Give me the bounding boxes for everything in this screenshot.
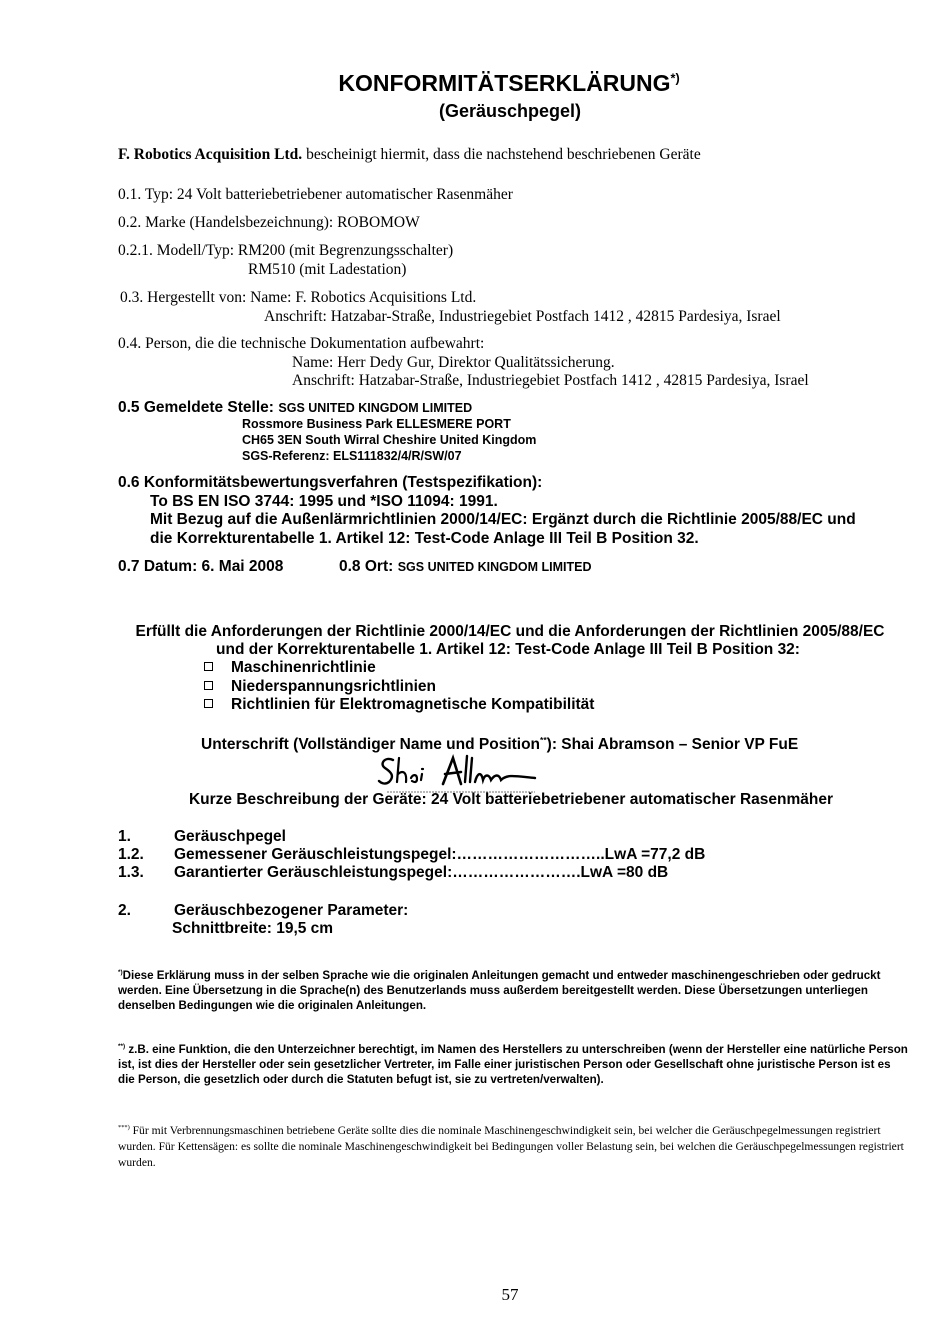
footnote-3 bbox=[118, 1123, 908, 1171]
requirement-item bbox=[204, 696, 594, 714]
ort-label: 0.8 Ort: bbox=[339, 558, 394, 575]
item-modell-1: 0.2.1. Modell/Typ: RM200 (mit Begrenzungsschalter) bbox=[118, 242, 454, 259]
param-number: 1. bbox=[118, 828, 131, 845]
title-footnote-mark: *) bbox=[670, 71, 680, 86]
item-person-anschrift: Anschrift: Hatzabar-Straße, Industriegebiet Postfach 1412 , 42815 Pardesiya, Israel bbox=[292, 372, 809, 389]
page-number: 57 bbox=[501, 1285, 519, 1304]
item-person: 0.4. Person, die die technische Dokumentation aufbewahrt: bbox=[118, 335, 485, 352]
footnote-mark: ***) bbox=[118, 1124, 130, 1132]
requirement-label: Maschinenrichtlinie bbox=[231, 659, 376, 676]
guaranteed-sound-level: Garantierter Geräuschleistungspegel:…………………….LwA =80 dB bbox=[174, 864, 669, 881]
checkbox-icon bbox=[204, 662, 213, 671]
signature-name-position: ): Shai Abramson – Senior VP FuE bbox=[546, 736, 799, 753]
signature-label: Unterschrift (Vollständiger Name und Position bbox=[201, 736, 541, 753]
param-number: 1.3. bbox=[118, 864, 144, 881]
footnote-text: Für mit Verbrennungsmaschinen betriebene Geräte sollte dies die nominale Maschinengeschwindigkeit sein, bei welcher die Geräuschpegelmessungen registriert wurden. Für Kettensägen: es sollte die nominale Maschinengeschwindigkeit bei Bedingungen voller Belastung sein, bei welchen die Geräuschpegelmessungen registriert wurden. bbox=[118, 1124, 904, 1169]
param-label: Geräuschbezogener Parameter: bbox=[174, 902, 409, 919]
requirement-label: Niederspannungsrichtlinien bbox=[231, 678, 436, 695]
param-number: 1.2. bbox=[118, 846, 144, 863]
checkbox-icon bbox=[204, 699, 213, 708]
verfahren-line-2: Mit Bezug auf die Außenlärmrichtlinien 2000/14/EC: Ergänzt durch die Richtlinie 2005/88/EC und bbox=[150, 511, 856, 528]
item-modell-2: RM510 (mit Ladestation) bbox=[248, 261, 407, 278]
checkbox-icon bbox=[204, 681, 213, 690]
footnote-text: z.B. eine Funktion, die den Unterzeichner berechtigt, im Namen des Herstellers zu unterschreiben (wenn der Hersteller eine natürliche Person ist, ist dies der Hersteller oder sein gesetzlicher Vertreter, im Falle einer juristischen Person oder Gesellschaft ohne juristische Person ist es die Person, die gesetzlich oder durch die Statuten befugt ist, sie zu vertreten/verwalten). bbox=[118, 1043, 908, 1086]
intro-text: bescheinigt hiermit, dass die nachstehend beschriebenen Geräte bbox=[306, 146, 701, 163]
verfahren-line-1: To BS EN ISO 3744: 1995 und *ISO 11094: 1991. bbox=[150, 493, 498, 510]
requirement-item bbox=[204, 659, 376, 677]
page-title bbox=[0, 70, 950, 97]
stelle-line-2: CH65 3EN South Wirral Cheshire United Kingdom bbox=[242, 433, 537, 447]
stelle-line-1: Rossmore Business Park ELLESMERE PORT bbox=[242, 417, 511, 431]
measured-sound-level: Gemessener Geräuschleistungspegel:………………………..LwA =77,2 dB bbox=[174, 846, 706, 863]
verfahren-line-3: die Korrekturentabelle 1. Artikel 12: Test-Code Anlage III Teil B Position 32. bbox=[150, 530, 699, 547]
param-number: 2. bbox=[118, 902, 131, 919]
item-hersteller-anschrift: Anschrift: Hatzabar-Straße, Industriegebiet Postfach 1412 , 42815 Pardesiya, Israel bbox=[264, 308, 781, 325]
erfuellt-line-2: und der Korrekturentabelle 1. Artikel 12: Test-Code Anlage III Teil B Position 32: bbox=[216, 641, 800, 658]
requirement-label: Richtlinien für Elektromagnetische Kompatibilität bbox=[231, 696, 595, 713]
item-marke: 0.2. Marke (Handelsbezeichnung): ROBOMOW bbox=[118, 214, 420, 231]
verfahren-heading: 0.6 Konformitätsbewertungsverfahren (Testspezifikation): bbox=[118, 474, 543, 491]
stelle-heading bbox=[118, 399, 472, 417]
stelle-name: SGS UNITED KINGDOM LIMITED bbox=[278, 401, 473, 415]
handwritten-signature bbox=[375, 752, 545, 796]
footnote-1 bbox=[118, 968, 908, 1013]
stelle-line-3: SGS-Referenz: ELS111832/4/R/SW/07 bbox=[242, 449, 462, 463]
param-label: Geräuschpegel bbox=[174, 828, 286, 845]
title-text: KONFORMITÄTSERKLÄRUNG bbox=[338, 70, 671, 96]
footnote-text: Diese Erklärung muss in der selben Sprache wie die originalen Anleitungen gemacht und entweder maschinengeschrieben oder gedruckt werden. Eine Übersetzung in die Sprache(n) des Benutzerlands muss außerdem bereitgestellt werden. Diese Übersetzungen unterliegen denselben Bedingungen wie die originalen Anleitungen. bbox=[118, 969, 881, 1012]
intro-line bbox=[118, 146, 701, 164]
page-subtitle: (Geräuschpegel) bbox=[438, 101, 582, 121]
ort bbox=[339, 558, 591, 576]
footnote-2 bbox=[118, 1042, 908, 1087]
stelle-label: 0.5 Gemeldete Stelle: bbox=[118, 399, 274, 416]
erfuellt-line-1: Erfüllt die Anforderungen der Richtlinie 2000/14/EC und die Anforderungen der Richtlinien 2005/88/EC bbox=[135, 623, 885, 640]
datum: 0.7 Datum: 6. Mai 2008 bbox=[118, 558, 284, 575]
requirement-item bbox=[204, 678, 436, 696]
footnote-mark: *) bbox=[118, 969, 123, 977]
item-person-name: Name: Herr Dedy Gur, Direktor Qualitätssicherung. bbox=[292, 354, 615, 371]
company-name: F. Robotics Acquisition Ltd. bbox=[118, 146, 303, 163]
item-typ: 0.1. Typ: 24 Volt batteriebetriebener automatischer Rasenmäher bbox=[118, 186, 513, 203]
cutting-width: Schnittbreite: 19,5 cm bbox=[172, 920, 334, 937]
ort-value: SGS UNITED KINGDOM LIMITED bbox=[397, 560, 592, 574]
footnote-mark: **) bbox=[118, 1043, 126, 1051]
item-hersteller: 0.3. Hergestellt von: Name: F. Robotics Acquisitions Ltd. bbox=[120, 289, 477, 306]
signature-footnote-mark: ** bbox=[540, 734, 547, 745]
short-description: Kurze Beschreibung der Geräte: 24 Volt batteriebetriebener automatischer Rasenmäher bbox=[188, 791, 834, 808]
